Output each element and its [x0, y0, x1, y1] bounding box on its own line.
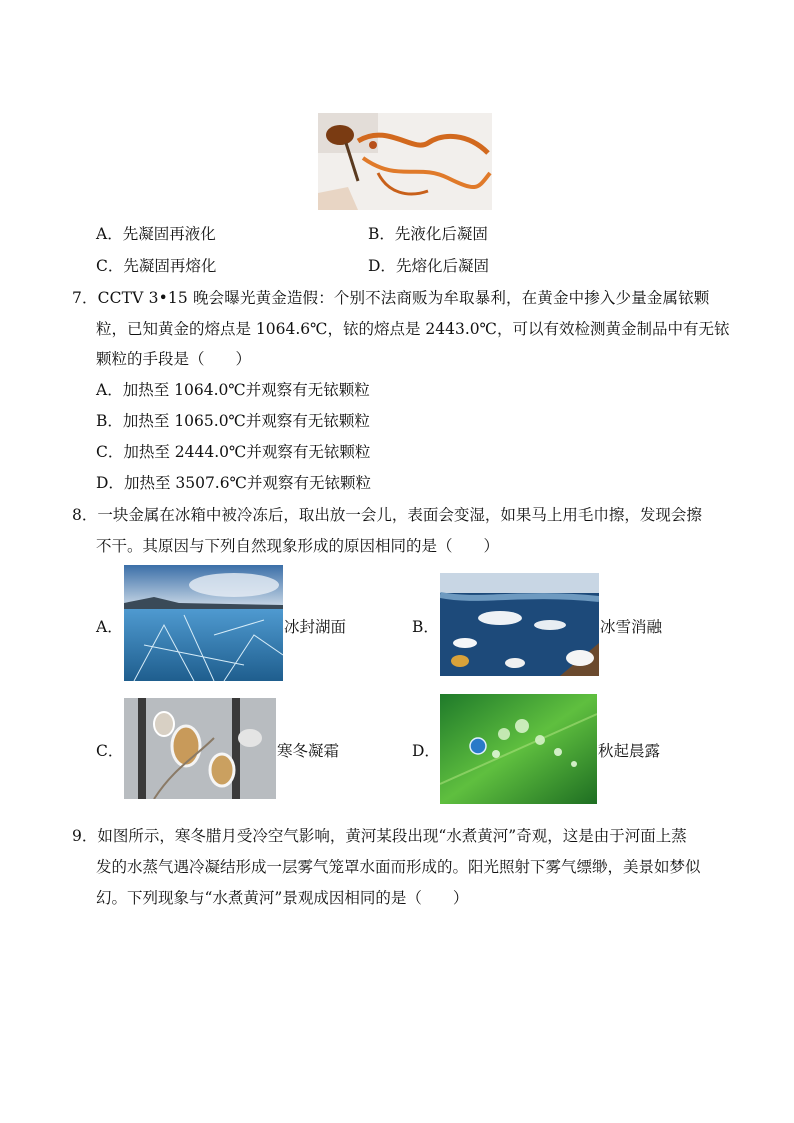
option-letter: B． [368, 225, 395, 243]
q7-option-a[interactable] [96, 378, 370, 400]
q8-option-b-letter[interactable]: B． [412, 618, 439, 636]
q8-stem-line-1: 8．一块金属在冰箱中被冷冻后，取出放一会儿，表面会变湿，如果马上用毛巾擦，发现会擦 [72, 506, 702, 524]
q8-stem-line-2: 不干。其原因与下列自然现象形成的原因相同的是（ ） [96, 537, 500, 555]
q8-option-a-caption: 冰封湖面 [284, 618, 347, 636]
q7-option-d[interactable] [96, 471, 371, 493]
option-letter: A． [96, 381, 123, 399]
option-text: 加热至 1064.0℃并观察有无铱颗粒 [122, 381, 370, 399]
q6-option-c[interactable] [96, 254, 216, 276]
frozen-lake-image [124, 565, 283, 681]
q7-stem-line-1: 7．CCTV 3•15 晚会曝光黄金造假：个别不法商贩为牟取暴利，在黄金中掺入少量金属铱颗 [72, 289, 710, 307]
q9-stem-line-1: 9．如图所示，寒冬腊月受冷空气影响，黄河某段出现“水煮黄河”奇观，这是由于河面上蒸 [72, 827, 687, 845]
dew-drops-image [440, 694, 597, 804]
option-letter: C． [96, 257, 124, 275]
q6-option-a[interactable] [96, 222, 216, 244]
option-letter: A． [96, 225, 123, 243]
option-text: 加热至 2444.0℃并观察有无铱颗粒 [123, 443, 371, 461]
q7-option-c[interactable] [96, 440, 370, 462]
option-text: 先凝固再液化 [122, 225, 216, 243]
option-text: 先熔化后凝固 [395, 257, 489, 275]
q6-option-d[interactable] [368, 254, 489, 276]
q7-stem-line-3: 颗粒的手段是（ ） [96, 350, 252, 368]
q8-option-d-caption: 秋起晨露 [598, 742, 661, 760]
option-text: 先液化后凝固 [394, 225, 488, 243]
q9-stem-line-2: 发的水蒸气遇冷凝结形成一层雾气笼罩水面而形成的。阳光照射下雾气缥缈，美景如梦似 [96, 858, 701, 876]
q8-option-d-letter[interactable]: D． [412, 742, 440, 760]
q8-option-c-caption: 寒冬凝霜 [277, 742, 340, 760]
q8-option-c-letter[interactable]: C． [96, 742, 124, 760]
option-text: 先凝固再熔化 [123, 257, 217, 275]
sugar-dragon-image [318, 113, 492, 210]
q7-stem-line-2: 粒，已知黄金的熔点是 1064.6℃，铱的熔点是 2443.0℃，可以有效检测黄金制品中有无铱 [96, 320, 730, 338]
option-text: 加热至 1065.0℃并观察有无铱颗粒 [122, 412, 370, 430]
q6-option-b[interactable] [368, 222, 488, 244]
q8-option-a-letter[interactable]: A． [96, 618, 123, 636]
q7-option-b[interactable] [96, 409, 370, 431]
q8-option-b-caption: 冰雪消融 [600, 618, 663, 636]
option-letter: D． [368, 257, 396, 275]
melting-snow-image [440, 573, 599, 676]
option-text: 加热至 3507.6℃并观察有无铱颗粒 [123, 474, 371, 492]
option-letter: B． [96, 412, 123, 430]
option-letter: C． [96, 443, 124, 461]
option-letter: D． [96, 474, 124, 492]
frost-leaves-image [124, 698, 276, 799]
q9-stem-line-3: 幻。下列现象与“水煮黄河”景观成因相同的是（ ） [96, 889, 469, 907]
